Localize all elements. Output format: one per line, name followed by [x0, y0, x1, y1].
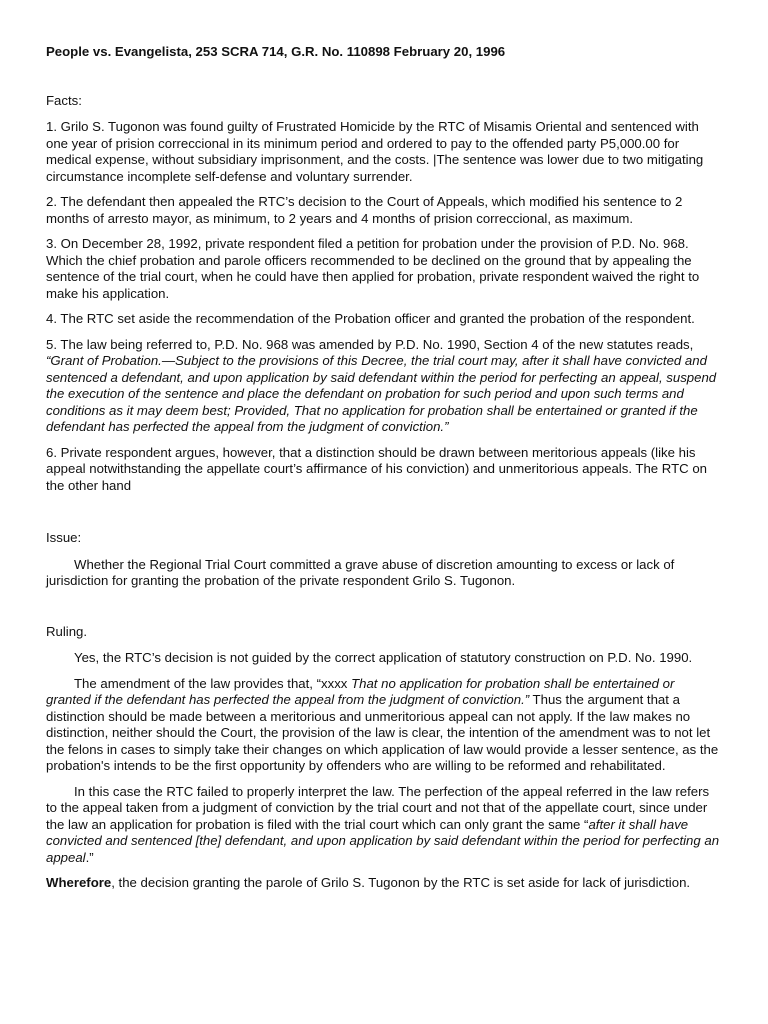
facts-heading: Facts:: [46, 92, 82, 108]
facts-paragraph-6: 6. Private respondent argues, however, that a distinction should be drawn between meritorious appeals (like his appeal notwithstanding the appellate court’s affirmance of his conviction) and unmeritorious appeals. The RTC on the other hand: [46, 444, 707, 493]
ruling-paragraph-2: [46, 676, 722, 775]
facts-paragraph-1: 1. Grilo S. Tugonon was found guilty of Frustrated Homicide by the RTC of Misamis Oriental and sentenced with one year of prision correccional in its minimum period and ordered to pay to the offended party P5,000.00 for medical expense, without subsidiary imprisonment, and the costs. |The sentence was lower due to two mitigating circumstance incomplete self-defense and voluntary surrender.: [46, 119, 704, 184]
ruling-paragraph-3: [46, 784, 722, 867]
case-title: People vs. Evangelista, 253 SCRA 714, G.R. No. 110898 February 20, 1996: [46, 44, 506, 59]
wherefore-bold: Wherefore: [46, 875, 112, 890]
ruling-r2-quote: That no application for probation shall be entertained or granted if the defendant has perfected the appeal from the judgment of conviction.”: [46, 675, 675, 707]
facts-p5-quote: “Grant of Probation.—Subject to the provisions of this Decree, the trial court may, after it shall have convicted and sentenced a defendant, and upon application by said defendant within the period for perfecting an appeal, suspend the execution of the sentence and place the defendant on probation for such period and upon such terms and conditions as it may deem best; Provided, That no application for probation shall be entertained or granted if the defendant has perfected the appeal from the judgment of conviction.”: [46, 353, 717, 434]
ruling-r3-b: .”: [85, 849, 94, 865]
wherefore-paragraph: [46, 875, 722, 892]
wherefore-text: , the decision granting the parole of Grilo S. Tugonon by the RTC is set aside for lack of jurisdiction.: [111, 875, 691, 890]
facts-paragraph-3: 3. On December 28, 1992, private respondent filed a petition for probation under the provision of P.D. No. 968. Which the chief probation and parole officers recommended to be declined on the ground that by appealing the sentence of the trial court, when he could have then applied for probation, private respondent waived the right to make his application.: [46, 236, 700, 301]
ruling-r3-a: In this case the RTC failed to properly interpret the law. The perfection of the appeal referred in the law refers to the appeal taken from a judgment of conviction by the trial court and not that of the appellate court, since under the law an application for probation is filed with the trial court which can only grant the same “: [46, 783, 710, 832]
ruling-r2-a: The amendment of the law provides that, “xxxx: [74, 675, 352, 691]
issue-text: Whether the Regional Trial Court committed a grave abuse of discretion amounting to excess or lack of jurisdiction for granting the probation of the private respondent Grilo S. Tugonon.: [46, 556, 675, 588]
issue-heading: Issue:: [46, 530, 82, 545]
facts-p5-intro: 5. The law being referred to, P.D. No. 968 was amended by P.D. No. 1990, Section 4 of the new statutes reads,: [46, 336, 694, 352]
ruling-r2-b: Thus the argument that a distinction should be made between a meritorious and unmeritorious appeal can not apply. If the law makes no distinction, neither should the Court, the provision of the law is clear, the intention of the amendment was to not let the felons in cases to simply take their changes on which application of law would provide a lesser sentence, as the probation's intends to be the first opportunity by offenders who are willing to be reformed and rehabilitated.: [46, 692, 719, 773]
ruling-r3-quote: after it shall have convicted and sentenced [the] defendant, and upon application by said defendant within the period for perfecting an appeal: [46, 816, 720, 865]
ruling-paragraph-1: Yes, the RTC’s decision is not guided by the correct application of statutory construction on P.D. No. 1990.: [74, 650, 693, 665]
ruling-heading: Ruling.: [46, 623, 88, 639]
facts-paragraph-5: [46, 337, 722, 436]
facts-paragraph-2: 2. The defendant then appealed the RTC’s decision to the Court of Appeals, which modified his sentence to 2 months of arresto mayor, as minimum, to 2 years and 4 months of prision correccional, as maximum.: [46, 194, 683, 226]
facts-paragraph-4: 4. The RTC set aside the recommendation of the Probation officer and granted the probation of the respondent.: [46, 311, 695, 326]
